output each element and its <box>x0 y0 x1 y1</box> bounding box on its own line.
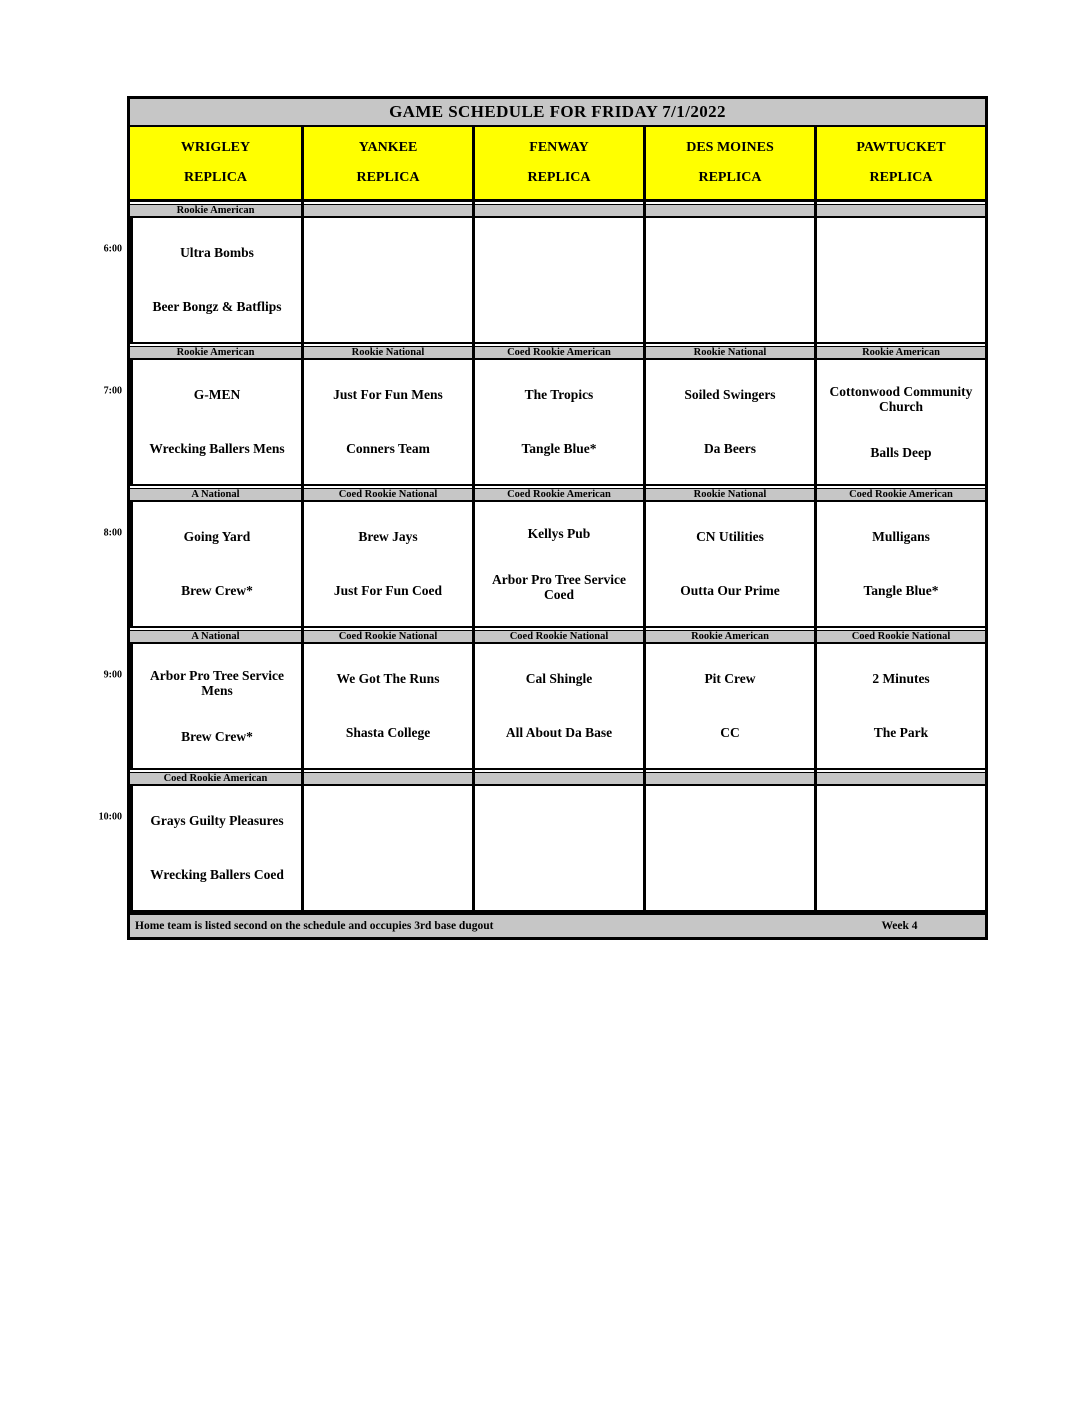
division-cell <box>130 344 301 360</box>
field-name: FENWAY <box>529 140 589 156</box>
home-team-note: Home team is listed second on the schedule and occupies 3rd base dugout <box>135 920 494 932</box>
field-sub-label: REPLICA <box>183 169 247 185</box>
game-cell <box>814 502 985 626</box>
division-cell <box>301 770 472 786</box>
game-cell <box>643 786 814 910</box>
division-cell <box>472 628 643 644</box>
division-label <box>475 772 643 786</box>
game-cell <box>130 218 301 342</box>
away-team: Going Yard <box>183 529 251 545</box>
time-label: 8:00 <box>103 527 122 539</box>
away-team: Soiled Swingers <box>684 387 776 403</box>
field-header-pawtucket <box>814 127 985 199</box>
away-team: Brew Jays <box>358 529 418 545</box>
division-row <box>130 486 985 502</box>
division-cell <box>814 344 985 360</box>
division-label: Rookie American <box>646 630 814 644</box>
division-cell <box>472 344 643 360</box>
division-label: Rookie American <box>130 204 301 218</box>
home-team: Beer Bongz & Batflips <box>152 299 282 315</box>
field-sub-label: REPLICA <box>356 169 420 185</box>
home-team: Balls Deep <box>870 445 932 461</box>
division-label: Coed Rookie National <box>475 630 643 644</box>
field-sub-label: REPLICA <box>698 169 762 185</box>
division-label: Rookie National <box>646 346 814 360</box>
division-label: A National <box>130 630 301 644</box>
field-name: PAWTUCKET <box>856 140 946 156</box>
division-label: Rookie National <box>304 346 472 360</box>
field-header-fenway <box>472 127 643 199</box>
game-row <box>103 644 985 770</box>
division-label: A National <box>130 488 301 502</box>
division-label: Coed Rookie American <box>475 488 643 502</box>
away-team: The Tropics <box>524 387 594 403</box>
time-label: 6:00 <box>103 243 122 255</box>
game-cell <box>472 502 643 626</box>
division-cell <box>814 486 985 502</box>
field-header-row <box>130 127 985 202</box>
division-label <box>817 204 985 218</box>
division-cell <box>301 344 472 360</box>
away-team: Pit Crew <box>704 671 756 687</box>
division-label: Coed Rookie National <box>304 630 472 644</box>
division-label <box>646 772 814 786</box>
home-team: Conners Team <box>346 441 430 457</box>
division-cell <box>130 628 301 644</box>
home-team: Tangle Blue* <box>863 583 939 599</box>
game-row <box>103 502 985 628</box>
division-label <box>475 204 643 218</box>
game-row <box>103 360 985 486</box>
game-cell <box>301 218 472 342</box>
division-cell <box>643 344 814 360</box>
division-cell <box>643 202 814 218</box>
game-cell <box>472 218 643 342</box>
home-team: The Park <box>873 725 929 741</box>
schedule-table <box>98 96 988 940</box>
away-team: Kellys Pub <box>527 525 591 541</box>
away-team: Arbor Pro Tree Service Mens <box>149 667 285 698</box>
game-cell <box>814 360 985 484</box>
field-header-wrigley <box>130 127 301 199</box>
division-label <box>646 204 814 218</box>
division-cell <box>130 486 301 502</box>
home-team: Wrecking Ballers Coed <box>150 867 284 883</box>
division-cell <box>301 202 472 218</box>
home-team: Da Beers <box>703 441 757 457</box>
game-cell <box>472 786 643 910</box>
game-cell <box>301 360 472 484</box>
division-cell <box>130 770 301 786</box>
game-cell <box>130 360 301 484</box>
field-name: WRIGLEY <box>180 140 251 156</box>
away-team: 2 Minutes <box>872 671 930 687</box>
game-cell <box>472 644 643 768</box>
field-header-yankee <box>301 127 472 199</box>
away-team: Grays Guilty Pleasures <box>150 813 284 829</box>
division-label: Coed Rookie American <box>475 346 643 360</box>
division-cell <box>130 202 301 218</box>
time-label: 9:00 <box>103 669 122 681</box>
field-header-des-moines <box>643 127 814 199</box>
division-row <box>130 202 985 218</box>
game-cell <box>643 502 814 626</box>
away-team: Cottonwood Community Church <box>829 383 973 414</box>
home-team: Wrecking Ballers Mens <box>149 441 285 457</box>
home-team: Brew Crew* <box>181 729 253 745</box>
field-name: DES MOINES <box>686 140 774 156</box>
game-cell <box>814 786 985 910</box>
division-cell <box>814 628 985 644</box>
division-cell <box>643 770 814 786</box>
division-label: Coed Rookie National <box>304 488 472 502</box>
division-label: Coed Rookie American <box>130 772 301 786</box>
home-team: Shasta College <box>345 725 431 741</box>
time-label: 10:00 <box>98 811 122 823</box>
division-label: Rookie National <box>646 488 814 502</box>
division-label: Coed Rookie American <box>817 488 985 502</box>
division-cell <box>472 486 643 502</box>
division-label <box>817 772 985 786</box>
home-team: All About Da Base <box>505 725 613 741</box>
division-cell <box>814 202 985 218</box>
game-cell <box>814 218 985 342</box>
game-row <box>103 218 985 344</box>
field-name: YANKEE <box>358 140 418 156</box>
game-cell <box>643 218 814 342</box>
game-cell <box>130 786 301 910</box>
home-team: Outta Our Prime <box>680 583 780 599</box>
schedule-footer <box>130 912 985 937</box>
away-team: CN Utilities <box>696 529 764 545</box>
game-cell <box>301 502 472 626</box>
division-cell <box>643 628 814 644</box>
away-team: G-MEN <box>193 387 241 403</box>
time-label: 7:00 <box>103 385 122 397</box>
game-cell <box>130 644 301 768</box>
division-cell <box>472 770 643 786</box>
game-cell <box>643 644 814 768</box>
home-team: Brew Crew* <box>181 583 253 599</box>
home-team: Just For Fun Coed <box>333 583 443 599</box>
division-cell <box>301 486 472 502</box>
away-team: Ultra Bombs <box>180 245 254 261</box>
home-team: Tangle Blue* <box>521 441 597 457</box>
game-cell <box>130 502 301 626</box>
division-cell <box>301 628 472 644</box>
division-cell <box>814 770 985 786</box>
week-label: Week 4 <box>881 920 918 932</box>
away-team: Mulligans <box>872 529 930 545</box>
game-cell <box>472 360 643 484</box>
division-label: Rookie American <box>817 346 985 360</box>
game-cell <box>643 360 814 484</box>
division-cell <box>643 486 814 502</box>
field-sub-label: REPLICA <box>527 169 591 185</box>
division-label: Rookie American <box>130 346 301 360</box>
division-cell <box>472 202 643 218</box>
away-team: We Got The Runs <box>336 671 440 687</box>
division-row <box>130 344 985 360</box>
game-cell <box>301 786 472 910</box>
division-label: Coed Rookie National <box>817 630 985 644</box>
home-team: Arbor Pro Tree Service Coed <box>491 572 627 603</box>
game-cell <box>301 644 472 768</box>
division-row <box>130 770 985 786</box>
division-label <box>304 772 472 786</box>
game-cell <box>814 644 985 768</box>
division-label <box>304 204 472 218</box>
schedule-rows <box>98 202 985 912</box>
home-team: CC <box>720 725 740 741</box>
division-row <box>130 628 985 644</box>
schedule-title: GAME SCHEDULE FOR FRIDAY 7/1/2022 <box>130 99 985 127</box>
away-team: Just For Fun Mens <box>333 387 443 403</box>
away-team: Cal Shingle <box>525 671 593 687</box>
game-row <box>98 786 985 912</box>
field-sub-label: REPLICA <box>869 169 933 185</box>
